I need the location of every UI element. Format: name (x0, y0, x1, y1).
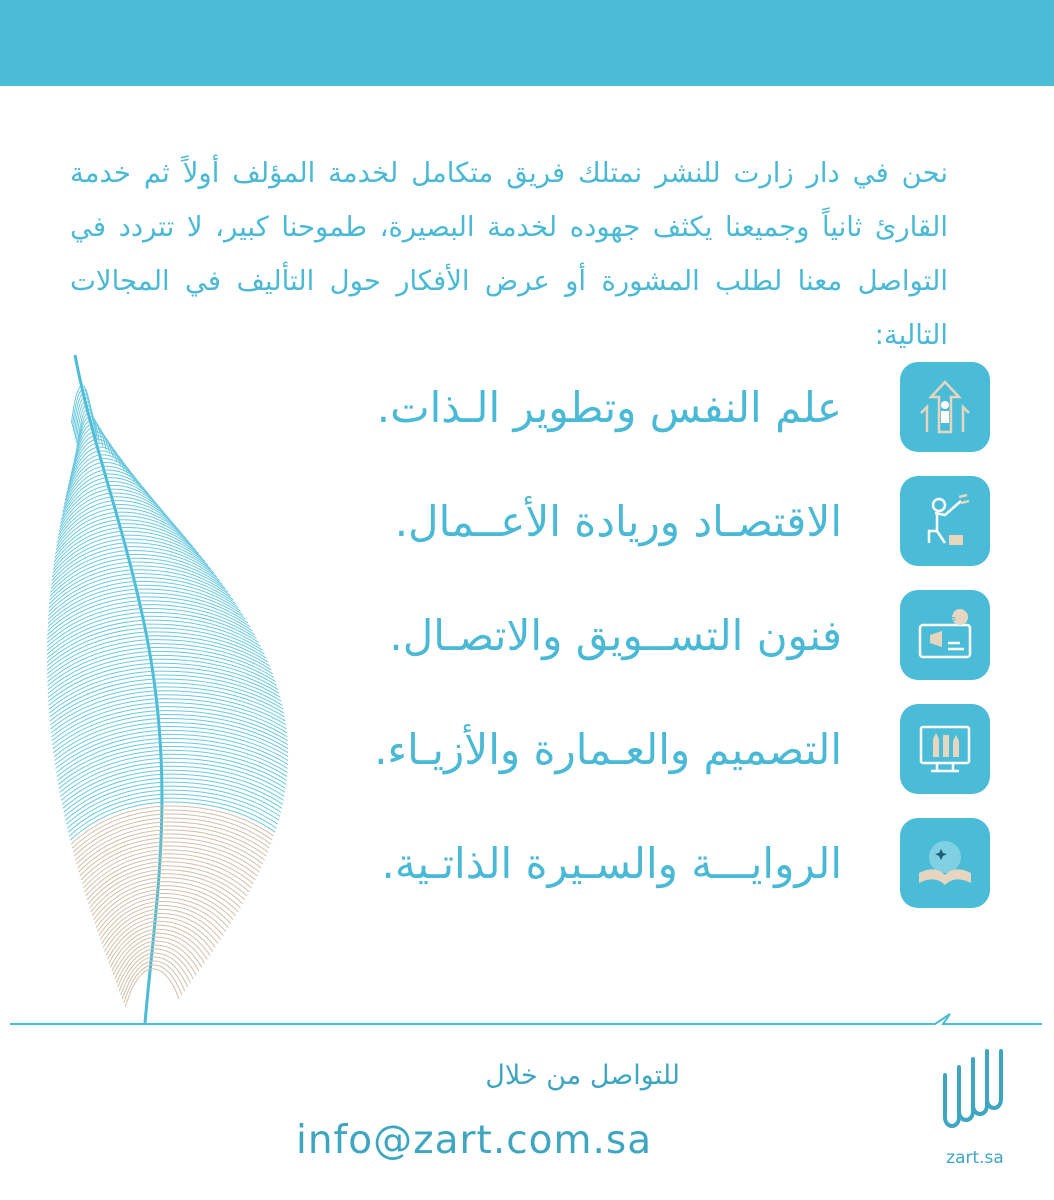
svg-text:%: % (945, 611, 956, 624)
open-book-icon (900, 818, 990, 908)
area-label: الاقتصـاد وريادة الأعــمال. (394, 496, 842, 546)
area-item (300, 818, 990, 908)
intro-paragraph: نحن في دار زارت للنشر نمتلك فريق متكامل لخدمة المؤلف أولاً ثم خدمة القارئ ثانياً وجميعنا يكثف جهوده لخدمة البصيرة، طموحنا كبير، لا تتردد في التواصل معنا لطلب المشورة أو عرض الأفكار حول التأليف في المجالات التالية: (70, 156, 948, 351)
area-item (300, 476, 990, 566)
design-icon (900, 704, 990, 794)
top-banner (0, 0, 1054, 86)
zart-logo (935, 1045, 1015, 1140)
area-label: التصميم والعـمارة والأزيـاء. (374, 724, 842, 774)
area-item (300, 704, 990, 794)
area-label: فنون التســويق والاتصـال. (389, 610, 842, 660)
area-label: علم النفس وتطوير الـذات. (376, 382, 842, 432)
self-development-icon (900, 362, 990, 452)
logo-text: zart.sa (946, 1148, 1004, 1168)
area-item (300, 590, 990, 680)
area-label: الروايـــة والسـيرة الذاتـية. (381, 838, 842, 888)
contact-email[interactable]: info@zart.com.sa (296, 1118, 653, 1163)
area-item (300, 362, 990, 452)
feather-illustration (20, 345, 300, 1030)
entrepreneurship-icon (900, 476, 990, 566)
contact-label: للتواصل من خلال (485, 1060, 680, 1091)
marketing-icon (900, 590, 990, 680)
footer-divider (0, 1010, 1054, 1050)
